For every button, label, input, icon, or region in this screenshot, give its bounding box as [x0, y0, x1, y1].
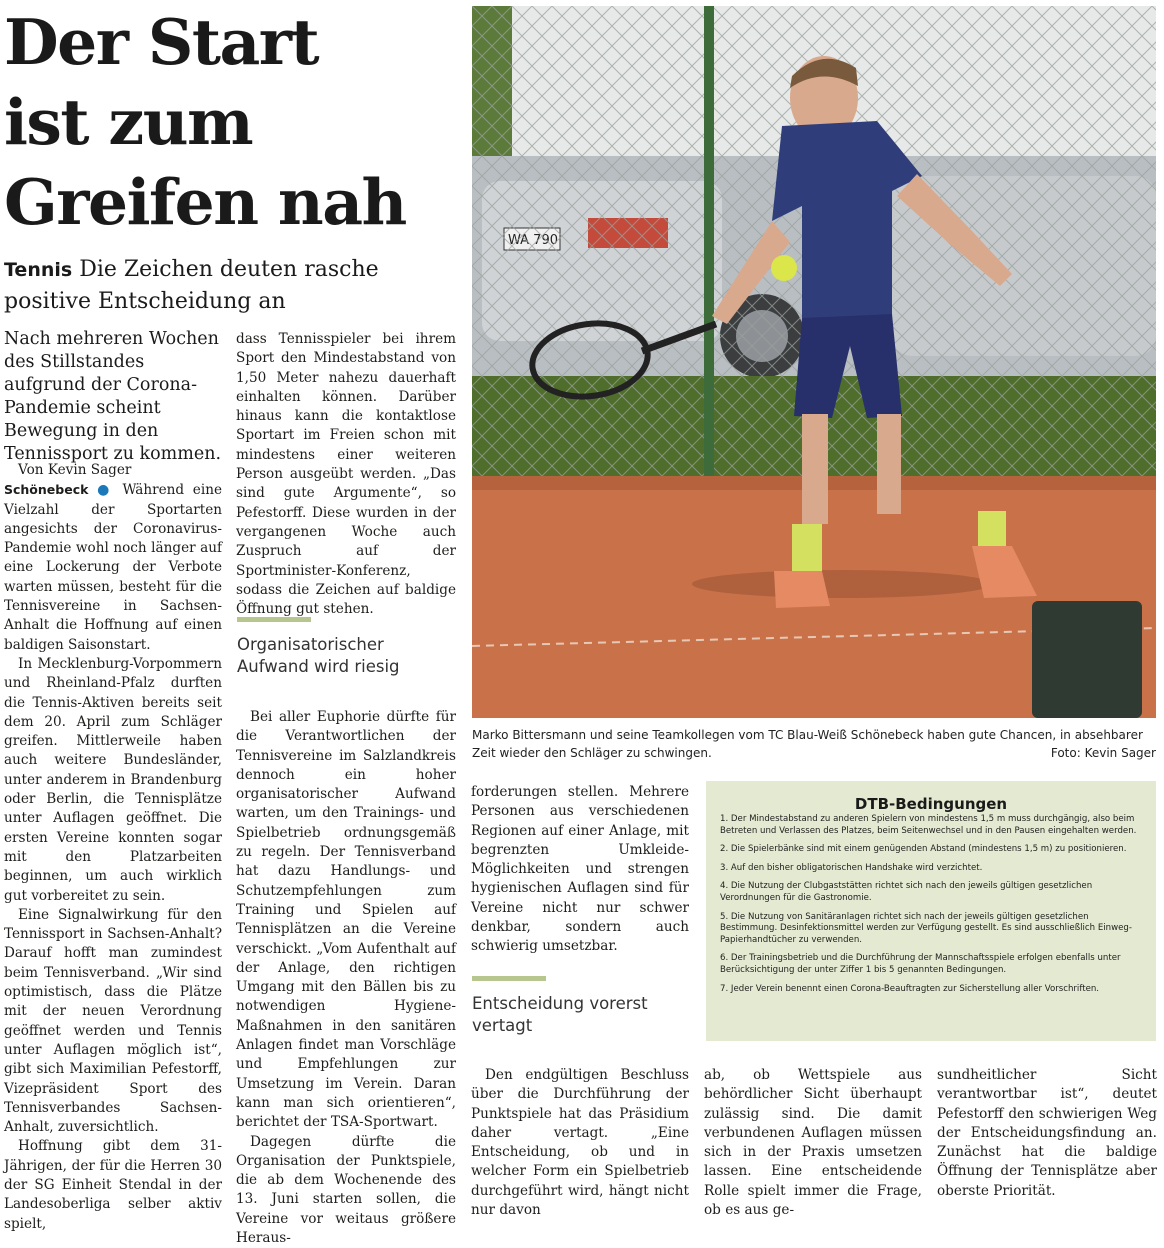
- list-item: 3. Auf den bisher obligatorischen Handshake wird verzichtet.: [720, 862, 983, 873]
- paragraph: ab, ob Wettspiele aus behördlicher Sicht überhaupt zulässig sind. Die damit verbundenen Auflagen müssen sich in der Praxis umsetzen lassen. Eine entscheidende Rolle spielt immer die Frage, ob es aus ge-: [704, 1067, 922, 1219]
- list-item: 5. Die Nutzung von Sanitäranlagen richtet sich nach der jeweils gültigen gesetzlichen Bestimmung. Desinfektionsmittel werden zur Verfügung gestellt. Es sind ausschließlich Einweg-Papierhandtücher zu verwenden.: [720, 911, 1132, 945]
- photo-credit: Foto: Kevin Sager: [1050, 746, 1156, 760]
- list-item: 7. Jeder Verein benennt einen Corona-Beauftragten zur Sicherstellung aller Vorschriften.: [720, 983, 1100, 994]
- dtb-conditions-box: [706, 781, 1156, 1041]
- article-column-4: [704, 1066, 922, 1219]
- headline-line-1: Der Start: [4, 5, 319, 79]
- photo-caption: Marko Bittersmann und seine Teamkollegen vom TC Blau-Weiß Schönebeck haben gute Chancen, in absehbarer Zeit wieder den Schläger zu schwingen.: [472, 728, 1143, 760]
- paragraph: Eine Signalwirkung für den Tennissport in Sachsen-Anhalt? Darauf hofft man zumindest beim Tennisverband. „Wir sind optimistisch, dass die Plätze mit der neuen Verordnung geöffnet werden und Tennis unter Auflagen möglich ist“, gibt sich Maximilian Pefestorff, Vizepräsident Sport des Tennisverbandes Sachsen-Anhalt, zuversichtlich.: [4, 906, 222, 1136]
- lead-paragraph: Nach mehreren Wochen des Stillstandes aufgrund der Corona-Pandemie scheint Bewegung in den Tennissport zu kommen.: [4, 329, 222, 464]
- dateline: Schönebeck: [4, 482, 89, 498]
- paragraph: dass Tennisspieler bei ihrem Sport den Mindestabstand von 1,50 Meter nahezu dauerhaft einhalten können. Darüber hinaus kann die kontaktlose Sportart im Freien schon mit mindestens einer weiteren Person ausgeübt werden. „Das sind gute Argumente“, so Pefestorff. Diese wurden in der vergangenen Woche auch Zuspruch auf der Sportminister-Konferenz, sodass die Zeichen auf baldige Öffnung gut stehen.: [236, 331, 456, 618]
- conditions-list: [720, 814, 1146, 1002]
- article-column-2-bottom: [236, 708, 456, 1247]
- paragraph: Dagegen dürfte die Organisation der Punktspiele, die ab dem Wochenende des 13. Juni starten sollen, die Vereine vor weitaus größere Heraus-: [236, 1133, 456, 1247]
- subheading-entscheidung: Entscheidung vorerst vertagt: [472, 994, 648, 1035]
- list-item: 2. Die Spielerbänke sind mit einem genügenden Abstand (mindestens 1,5 m) zu positionieren.: [720, 844, 1127, 855]
- box-title: DTB-Bedingungen: [854, 795, 1008, 813]
- article-column-3-bottom: [471, 1066, 689, 1219]
- section-rule: [237, 617, 311, 622]
- article-column-5: [937, 1066, 1157, 1200]
- list-item: 1. Der Mindestabstand zu anderen Spielern von mindestens 1,5 m muss durchgängig, also beim Betreten und Verlassen des Platzes, beim Seitenwechsel und in den Pausen eingehalten werden.: [720, 814, 1137, 836]
- dateline-dot-icon: ●: [97, 482, 114, 499]
- list-item: 6. Der Trainingsbetrieb und die Durchführung der Mannschaftsspiele erfolgen ebenfalls unter Berücksichtigung der unter Ziffer 1 bis 5 genannten Bedingungen.: [720, 953, 1121, 975]
- tennis-player-illustration: [472, 6, 1156, 718]
- paragraph: Den endgültigen Beschluss über die Durchführung der Punktspiele hat das Präsidium daher vertagt. „Eine Entscheidung, ob und in welcher Form ein Spielbetrieb durchgeführt wird, hängt nicht nur davon: [471, 1067, 689, 1219]
- article-column-1: [4, 461, 222, 1232]
- tennis-photo: [472, 6, 1156, 718]
- list-item: 4. Die Nutzung der Clubgaststätten richtet sich nach den jeweils gültigen gesetzlichen Verordnungen für die Gastronomie.: [720, 881, 1093, 903]
- subhead-kicker: Tennis: [4, 259, 73, 281]
- paragraph: sundheitlicher Sicht verantwortbar ist“, deutet Pefestorff den schwierigen Weg der Entscheidungsfindung an. Zunächst hat die baldige Öffnung der Tennisplätze aber oberste Priorität.: [937, 1067, 1157, 1199]
- headline-line-2: ist zum: [4, 85, 253, 159]
- subhead: [4, 254, 456, 317]
- paragraph: Bei aller Euphorie dürfte für die Verantwortlichen der Tennisvereine im Salzlandkreis dennoch ein hoher organisatorischer Aufwand warten, um den Trainings- und Spielbetrieb ordnungsgemäß zu regeln. Der Tennisverband hat dazu Handlungs- und Schutzempfehlungen zum Training und Spielen auf Tennisplätzen an die Vereine verschickt. „Vom Aufenthalt auf der Anlage, den richtigen Umgang mit den Bällen bis zu notwendigen Hygiene-Maßnahmen in den sanitären Anlagen findet man Vorschläge und Empfehlungen zur Umsetzung im Verein. Daran kann man sich orientieren“, berichtet der TSA-Sportwart.: [236, 709, 456, 1131]
- section-rule: [472, 976, 546, 981]
- headline-line-3: Greifen nah: [4, 165, 406, 239]
- byline: Von Kevin Sager: [18, 462, 132, 478]
- subhead-text: Die Zeichen deuten rasche positive Entscheidung an: [4, 257, 379, 314]
- article-column-2-top: [236, 330, 456, 618]
- paragraph: Hoffnung gibt dem 31-Jährigen, der für die Herren 30 der SG Einheit Stendal in der Landesoberliga selber aktiv spielt,: [4, 1138, 222, 1232]
- paragraph: forderungen stellen. Mehrere Personen aus verschiedenen Regionen auf einer Anlage, mit begrenzten Umkleide-Möglichkeiten und strengen hygienischen Auflagen sind für Vereine nicht nur schwer denkbar, sondern auch schwierig umsetzbar.: [471, 784, 689, 955]
- paragraph-text: Während eine Vielzahl der Sportarten angesichts der Coronavirus-Pandemie wohl noch länger auf eine Lockerung der Verbote warten müssen, besteht für die Tennisvereine in Sachsen-Anhalt die Hoffnung auf einen baldigen Saisonstart.: [4, 482, 222, 653]
- paragraph: [4, 480, 222, 655]
- subheading-aufwand: Organisatorischer Aufwand wird riesig: [237, 635, 400, 676]
- paragraph: In Mecklenburg-Vorpommern und Rheinland-Pfalz durften die Tennis-Aktiven bereits seit dem 20. April zum Schläger greifen. Mittlerweile haben auch weitere Bundesländer, unter anderem in Brandenburg oder Berlin, die Tennisplätze unter Auflagen geöffnet. Die ersten Vereine konnten sogar mit den Platzarbeiten beginnen, um auch wirklich gut vorbereitet zu sein.: [4, 655, 222, 904]
- article-column-3-top: [471, 783, 689, 955]
- headline: [4, 2, 454, 242]
